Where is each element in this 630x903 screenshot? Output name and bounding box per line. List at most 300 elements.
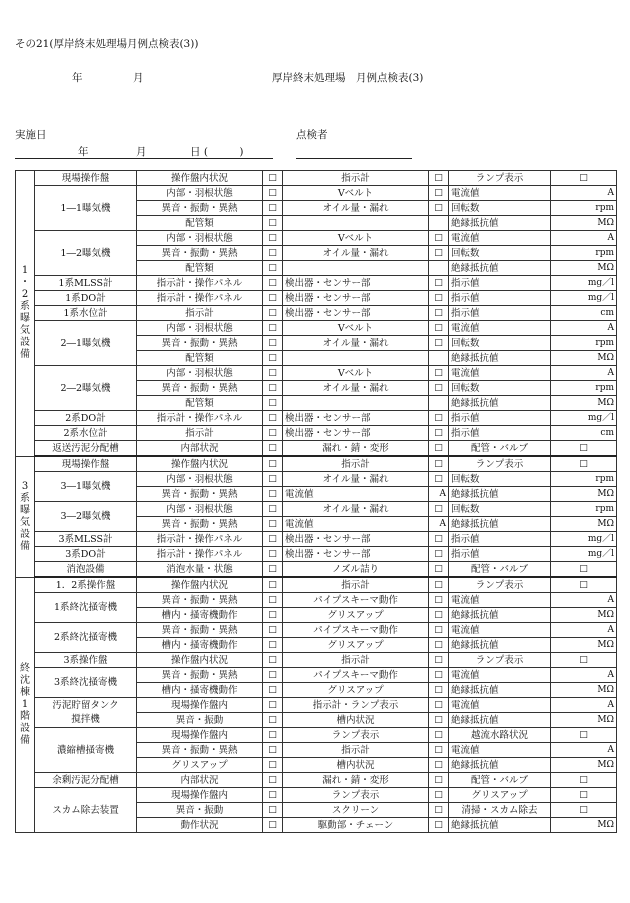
check-item: 電流値 [449, 698, 551, 713]
unit-value-field[interactable]: mg／l [551, 276, 617, 291]
unit-value-field[interactable]: A [429, 487, 449, 502]
equipment-name: 3―1曝気機 [35, 472, 137, 502]
check-item: 内部・羽根状態 [137, 502, 263, 517]
section-label-char: 2 [21, 289, 29, 301]
check-item: 検出器・センサー部 [283, 532, 429, 547]
equipment-name: 2―2曝気機 [35, 366, 137, 411]
equipment-name: 1―2曝気機 [35, 231, 137, 276]
unit-value-field[interactable]: MΩ [551, 517, 617, 532]
check-box[interactable]: □ [263, 291, 283, 306]
check-item: 槽内状況 [283, 713, 429, 728]
check-box[interactable]: □ [429, 547, 449, 562]
table-row [16, 653, 617, 668]
unit-value-field[interactable]: MΩ [551, 351, 617, 366]
check-item: 電流値 [449, 668, 551, 683]
impl-date-day: 日 ( ) [190, 146, 244, 158]
check-item: 検出器・センサー部 [283, 276, 429, 291]
check-box[interactable]: □ [429, 683, 449, 698]
check-box[interactable]: □ [429, 577, 449, 593]
equipment-name: 1系水位計 [35, 306, 137, 321]
unit-value-field[interactable]: A [551, 186, 617, 201]
check-item: 内部・羽根状態 [137, 186, 263, 201]
check-item: 異音・振動・異熱 [137, 246, 263, 261]
check-item: Vベルト [283, 186, 429, 201]
unit-value-field[interactable]: MΩ [551, 261, 617, 276]
unit-value-field[interactable]: rpm [551, 201, 617, 216]
check-box[interactable]: □ [263, 231, 283, 246]
section-label-char: 系 [20, 492, 30, 504]
check-box[interactable]: □ [263, 381, 283, 396]
check-item: 回転数 [449, 336, 551, 351]
check-item: グリスアップ [449, 788, 551, 803]
impl-date-label: 実施日 [15, 129, 47, 141]
section-label-char: 気 [20, 516, 30, 528]
check-item: 指示計・操作パネル [137, 532, 263, 547]
check-item: 絶縁抵抗値 [449, 683, 551, 698]
check-item: 内部・羽根状態 [137, 321, 263, 336]
check-item: 絶縁抵抗値 [449, 758, 551, 773]
check-box[interactable]: □ [263, 713, 283, 728]
check-box[interactable]: □ [429, 276, 449, 291]
table-row [16, 441, 617, 457]
check-box[interactable]: □ [429, 788, 449, 803]
check-box[interactable]: □ [429, 171, 449, 186]
section-label [16, 456, 35, 577]
check-box[interactable]: □ [263, 411, 283, 426]
check-item: グリスアップ [283, 638, 429, 653]
check-item: 回転数 [449, 246, 551, 261]
check-box[interactable]: □ [429, 381, 449, 396]
table-row [16, 321, 617, 336]
check-box[interactable]: □ [551, 562, 617, 578]
check-item: 配管類 [137, 216, 263, 231]
check-box[interactable]: □ [551, 728, 617, 743]
check-item: 配管類 [137, 351, 263, 366]
check-item: 操作盤内状況 [137, 171, 263, 186]
check-item: 絶縁抵抗値 [449, 713, 551, 728]
equipment-name: スカム除去装置 [35, 788, 137, 833]
equipment-name: 1―1曝気機 [35, 186, 137, 231]
check-box[interactable]: □ [429, 246, 449, 261]
check-box[interactable]: □ [263, 246, 283, 261]
check-item: ランプ表示 [449, 171, 551, 186]
section-label [16, 171, 35, 457]
section-label-char: 棟 [20, 686, 30, 698]
check-item: 異音・振動・異熱 [137, 336, 263, 351]
table-row [16, 623, 617, 638]
check-item: 検出器・センサー部 [283, 547, 429, 562]
check-item: 異音・振動・異熱 [137, 668, 263, 683]
inspection-table [15, 170, 617, 833]
check-item: 配管・バルブ [449, 773, 551, 788]
check-item: 現場操作盤内 [137, 788, 263, 803]
table-row [16, 562, 617, 578]
check-item: 回転数 [449, 201, 551, 216]
check-item: オイル量・漏れ [283, 472, 429, 487]
check-item: 指示値 [449, 411, 551, 426]
inspector-field[interactable] [296, 158, 412, 159]
unit-value-field[interactable]: A [551, 231, 617, 246]
check-box[interactable]: □ [263, 456, 283, 472]
unit-value-field[interactable]: mg／l [551, 532, 617, 547]
check-box[interactable]: □ [263, 653, 283, 668]
check-item: 異音・振動・異熱 [137, 593, 263, 608]
check-box[interactable]: □ [429, 758, 449, 773]
check-box[interactable]: □ [263, 577, 283, 593]
unit-value-field[interactable]: mg／l [551, 547, 617, 562]
check-item: 配管類 [137, 261, 263, 276]
table-row [16, 291, 617, 306]
check-box[interactable]: □ [263, 426, 283, 441]
check-item: 配管類 [137, 396, 263, 411]
check-item: 電流値 [449, 321, 551, 336]
check-item: 駆動部・チェーン [283, 818, 429, 833]
section-label-char: 備 [20, 349, 30, 361]
check-item: 槽内状況 [283, 758, 429, 773]
table-row [16, 728, 617, 743]
empty-cell [429, 351, 449, 366]
unit-value-field[interactable]: A [551, 593, 617, 608]
check-item: オイル量・漏れ [283, 381, 429, 396]
table-row [16, 171, 617, 186]
check-box[interactable]: □ [263, 276, 283, 291]
check-box[interactable]: □ [263, 547, 283, 562]
equipment-name: 濃縮槽掻寄機 [35, 728, 137, 773]
check-box[interactable]: □ [263, 562, 283, 578]
check-box[interactable]: □ [263, 171, 283, 186]
table-row [16, 698, 617, 713]
check-item: オイル量・漏れ [283, 246, 429, 261]
check-box[interactable]: □ [429, 803, 449, 818]
unit-value-field[interactable]: MΩ [551, 216, 617, 231]
check-box[interactable]: □ [429, 321, 449, 336]
section-label-char: 曝 [20, 504, 30, 516]
check-item: 操作盤内状況 [137, 577, 263, 593]
check-box[interactable]: □ [429, 728, 449, 743]
equipment-name: 2系水位計 [35, 426, 137, 441]
equipment-name: 現場操作盤 [35, 456, 137, 472]
check-item: 指示計・操作パネル [137, 291, 263, 306]
check-item: 異音・振動・異熱 [137, 623, 263, 638]
check-box[interactable]: □ [551, 653, 617, 668]
check-box[interactable]: □ [429, 818, 449, 833]
check-box[interactable]: □ [263, 351, 283, 366]
check-box[interactable]: □ [263, 201, 283, 216]
section-label-char: 備 [20, 540, 30, 552]
check-box[interactable]: □ [263, 758, 283, 773]
unit-value-field[interactable]: rpm [551, 472, 617, 487]
check-box[interactable]: □ [551, 803, 617, 818]
section-label-char: 沈 [20, 674, 30, 686]
check-box[interactable]: □ [429, 411, 449, 426]
check-box[interactable]: □ [429, 532, 449, 547]
check-box[interactable]: □ [263, 698, 283, 713]
unit-value-field[interactable]: mg／l [551, 411, 617, 426]
check-box[interactable]: □ [429, 426, 449, 441]
check-item: 指示計・操作パネル [137, 547, 263, 562]
check-box[interactable]: □ [429, 562, 449, 578]
unit-value-field[interactable]: MΩ [551, 487, 617, 502]
check-box[interactable]: □ [429, 743, 449, 758]
check-box[interactable]: □ [263, 216, 283, 231]
check-item: オイル量・漏れ [283, 201, 429, 216]
table-row [16, 472, 617, 487]
equipment-name: 3系DO計 [35, 547, 137, 562]
check-box[interactable]: □ [263, 532, 283, 547]
check-item: 指示計・ランプ表示 [283, 698, 429, 713]
unit-value-field[interactable]: A [551, 668, 617, 683]
check-item: 絶縁抵抗値 [449, 216, 551, 231]
check-item: 指示計 [283, 577, 429, 593]
equipment-name: 3系MLSS計 [35, 532, 137, 547]
equipment-name: 3系操作盤 [35, 653, 137, 668]
section-label-char: 設 [20, 337, 30, 349]
check-item: ランプ表示 [283, 788, 429, 803]
table-row [16, 276, 617, 291]
check-box[interactable]: □ [429, 472, 449, 487]
check-box[interactable]: □ [429, 668, 449, 683]
check-item: 槽内・掻寄機動作 [137, 608, 263, 623]
check-item: 絶縁抵抗値 [449, 487, 551, 502]
check-item: 電流値 [449, 231, 551, 246]
check-box[interactable]: □ [263, 803, 283, 818]
check-box[interactable]: □ [429, 201, 449, 216]
check-box[interactable]: □ [429, 698, 449, 713]
check-item: 異音・振動 [137, 803, 263, 818]
check-item: 異音・振動・異熱 [137, 381, 263, 396]
check-box[interactable]: □ [263, 487, 283, 502]
check-item: 内部状況 [137, 773, 263, 788]
check-item: 絶縁抵抗値 [449, 608, 551, 623]
check-box[interactable]: □ [263, 366, 283, 381]
unit-value-field[interactable]: MΩ [551, 683, 617, 698]
equipment-name: 2系DO計 [35, 411, 137, 426]
check-item: 絶縁抵抗値 [449, 517, 551, 532]
unit-value-field[interactable]: cm [551, 426, 617, 441]
section-label-char: 系 [20, 301, 30, 313]
check-item: 配管・バルブ [449, 441, 551, 457]
unit-value-field[interactable]: A [551, 321, 617, 336]
check-box[interactable]: □ [263, 336, 283, 351]
unit-value-field[interactable]: MΩ [551, 608, 617, 623]
unit-value-field[interactable]: rpm [551, 381, 617, 396]
check-item: ランプ表示 [449, 456, 551, 472]
check-item: グリスアップ [283, 683, 429, 698]
check-item [283, 396, 429, 411]
equipment-name: 3系終沈掻寄機 [35, 668, 137, 698]
check-box[interactable]: □ [263, 788, 283, 803]
check-box[interactable]: □ [263, 728, 283, 743]
check-box[interactable]: □ [263, 396, 283, 411]
equipment-name: 3―2曝気機 [35, 502, 137, 532]
check-item: 指示値 [449, 291, 551, 306]
check-box[interactable]: □ [551, 577, 617, 593]
check-box[interactable]: □ [429, 186, 449, 201]
sheet-title: 厚岸終末処理場 月例点検表(3) [272, 72, 424, 84]
table-row [16, 411, 617, 426]
year-label: 年 [72, 72, 83, 84]
check-item: 異音・振動・異熱 [137, 743, 263, 758]
unit-value-field[interactable]: MΩ [551, 713, 617, 728]
unit-value-field[interactable]: A [551, 366, 617, 381]
check-box[interactable]: □ [263, 818, 283, 833]
unit-value-field[interactable]: rpm [551, 336, 617, 351]
check-item: ランプ表示 [449, 653, 551, 668]
check-box[interactable]: □ [429, 456, 449, 472]
check-item: 電流値 [283, 517, 429, 532]
check-box[interactable]: □ [429, 441, 449, 457]
check-box[interactable]: □ [263, 502, 283, 517]
unit-value-field[interactable]: A [551, 743, 617, 758]
table-row [16, 773, 617, 788]
check-item: Vベルト [283, 231, 429, 246]
check-item: 指示計・操作パネル [137, 276, 263, 291]
check-box[interactable]: □ [429, 608, 449, 623]
check-box[interactable]: □ [429, 713, 449, 728]
check-item [283, 216, 429, 231]
check-item: 絶縁抵抗値 [449, 351, 551, 366]
section-label-char: 終 [20, 662, 30, 674]
equipment-name: 1系終沈掻寄機 [35, 593, 137, 623]
check-box[interactable]: □ [551, 171, 617, 186]
check-box[interactable]: □ [551, 441, 617, 457]
equipment-name: 余剰汚泥分配槽 [35, 773, 137, 788]
check-item: 越流水路状況 [449, 728, 551, 743]
check-box[interactable]: □ [429, 231, 449, 246]
check-item: 内部・羽根状態 [137, 472, 263, 487]
check-item: 漏れ・錆・変形 [283, 441, 429, 457]
check-item: 異音・振動・異熱 [137, 487, 263, 502]
check-item: オイル量・漏れ [283, 502, 429, 517]
check-item: 電流値 [449, 366, 551, 381]
check-box[interactable]: □ [263, 472, 283, 487]
empty-cell [429, 216, 449, 231]
check-box[interactable]: □ [429, 623, 449, 638]
check-box[interactable]: □ [429, 306, 449, 321]
check-item: 回転数 [449, 381, 551, 396]
check-item: 異音・振動・異熱 [137, 201, 263, 216]
check-item: パイプスキーマ動作 [283, 668, 429, 683]
check-item: Vベルト [283, 366, 429, 381]
check-item: 電流値 [449, 743, 551, 758]
check-item: 消泡水量・状態 [137, 562, 263, 578]
section-label-char: ・ [20, 277, 30, 289]
check-box[interactable]: □ [429, 366, 449, 381]
check-item: ランプ表示 [283, 728, 429, 743]
equipment-name: 1系MLSS計 [35, 276, 137, 291]
section-label-char: 備 [20, 734, 30, 746]
check-box[interactable]: □ [263, 668, 283, 683]
check-box[interactable]: □ [263, 517, 283, 532]
table-row [16, 366, 617, 381]
unit-value-field[interactable]: cm [551, 306, 617, 321]
check-box[interactable]: □ [263, 773, 283, 788]
check-item: 内部・羽根状態 [137, 231, 263, 246]
empty-cell [429, 261, 449, 276]
check-item: 指示計 [137, 306, 263, 321]
check-item: 操作盤内状況 [137, 653, 263, 668]
unit-value-field[interactable]: MΩ [551, 638, 617, 653]
check-item: 指示値 [449, 306, 551, 321]
check-item: 絶縁抵抗値 [449, 818, 551, 833]
table-row [16, 532, 617, 547]
check-box[interactable]: □ [551, 788, 617, 803]
unit-value-field[interactable]: A [551, 623, 617, 638]
check-box[interactable]: □ [429, 336, 449, 351]
unit-value-field[interactable]: A [551, 698, 617, 713]
check-item: 指示値 [449, 426, 551, 441]
check-box[interactable]: □ [263, 441, 283, 457]
check-box[interactable]: □ [429, 653, 449, 668]
check-item: 検出器・センサー部 [283, 306, 429, 321]
check-box[interactable]: □ [429, 773, 449, 788]
check-item: グリスアップ [283, 608, 429, 623]
check-box[interactable]: □ [429, 291, 449, 306]
impl-date-field[interactable] [15, 158, 273, 159]
check-box[interactable]: □ [429, 593, 449, 608]
check-box[interactable]: □ [263, 683, 283, 698]
unit-value-field[interactable]: rpm [551, 246, 617, 261]
check-item: 指示計 [283, 653, 429, 668]
check-box[interactable]: □ [429, 638, 449, 653]
equipment-name: 現場操作盤 [35, 171, 137, 186]
section-label-char: 3 [21, 480, 29, 492]
check-box[interactable]: □ [263, 261, 283, 276]
check-item: 内部・羽根状態 [137, 366, 263, 381]
section-label-char: 曝 [20, 313, 30, 325]
check-item: 電流値 [449, 186, 551, 201]
check-box[interactable]: □ [263, 638, 283, 653]
check-item: オイル量・漏れ [283, 336, 429, 351]
table-row [16, 668, 617, 683]
check-box[interactable]: □ [263, 608, 283, 623]
check-box[interactable]: □ [551, 456, 617, 472]
check-item: 検出器・センサー部 [283, 291, 429, 306]
check-item: スクリーン [283, 803, 429, 818]
unit-value-field[interactable]: MΩ [551, 818, 617, 833]
check-box[interactable]: □ [263, 306, 283, 321]
check-item: パイプスキーマ動作 [283, 593, 429, 608]
check-box[interactable]: □ [263, 623, 283, 638]
check-item: 回転数 [449, 472, 551, 487]
check-item: 検出器・センサー部 [283, 411, 429, 426]
check-box[interactable]: □ [263, 186, 283, 201]
check-box[interactable]: □ [429, 502, 449, 517]
check-item: ノズル詰り [283, 562, 429, 578]
unit-value-field[interactable]: A [429, 517, 449, 532]
inspector-label: 点検者 [296, 129, 328, 141]
check-box[interactable]: □ [263, 321, 283, 336]
unit-value-field[interactable]: rpm [551, 502, 617, 517]
check-box[interactable]: □ [263, 593, 283, 608]
unit-value-field[interactable]: MΩ [551, 396, 617, 411]
impl-date-month: 月 [136, 146, 147, 158]
table-row [16, 186, 617, 201]
check-item: 電流値 [449, 623, 551, 638]
check-item: 電流値 [283, 487, 429, 502]
unit-value-field[interactable]: mg／l [551, 291, 617, 306]
equipment-name: 汚泥貯留タンク 撹拌機 [35, 698, 137, 728]
check-item: 現場操作盤内 [137, 728, 263, 743]
table-row [16, 547, 617, 562]
check-box[interactable]: □ [263, 743, 283, 758]
check-item: 絶縁抵抗値 [449, 396, 551, 411]
check-item: 清掃・スカム除去 [449, 803, 551, 818]
check-item: 指示計 [283, 171, 429, 186]
unit-value-field[interactable]: MΩ [551, 758, 617, 773]
table-row [16, 788, 617, 803]
check-box[interactable]: □ [551, 773, 617, 788]
